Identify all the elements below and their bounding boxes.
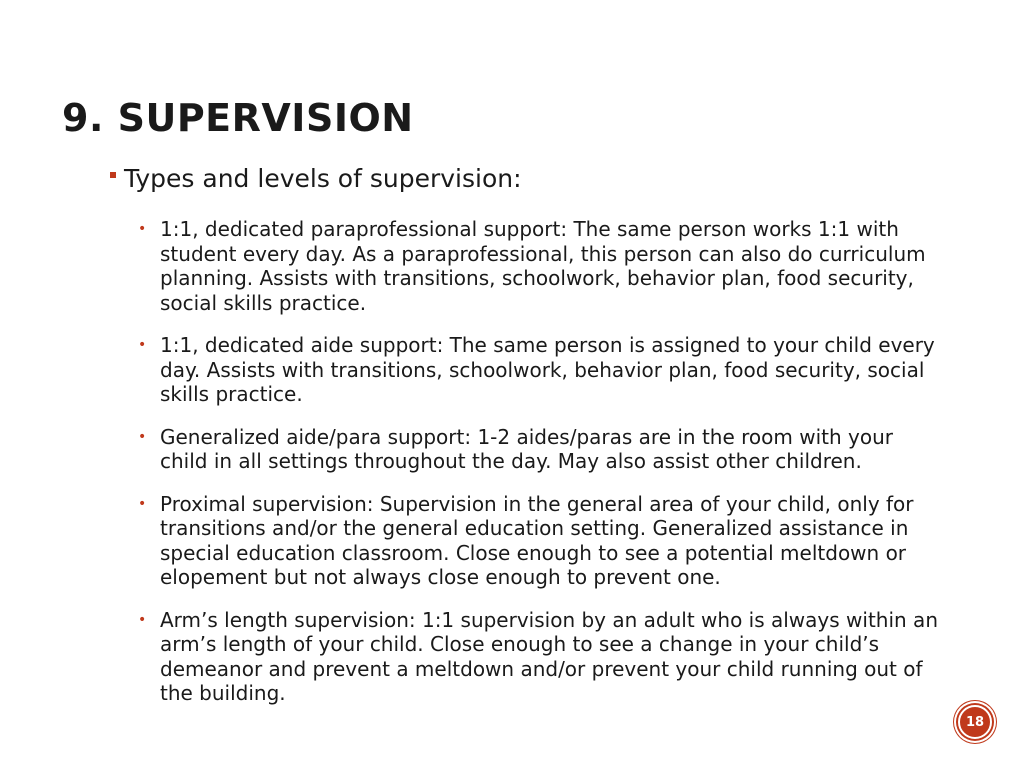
dot-bullet-icon: • (138, 611, 147, 628)
list-item (138, 608, 946, 706)
bullet-text: Generalized aide/para support: 1-2 aides/paras are in the room with your child in all settings throughout the day. May also assist other children. (160, 424, 893, 473)
list-item (138, 217, 946, 315)
bullet-text: 1:1, dedicated paraprofessional support: The same person works 1:1 with student every day. As a paraprofessional, this person can also do curriculum planning. Assists with transitions, schoolwork, behavior plan, food security, social skills practice. (160, 217, 926, 315)
list-item (138, 492, 946, 590)
bullet-list (138, 217, 946, 724)
dot-bullet-icon: • (138, 428, 147, 445)
slide-title: 9. SUPERVISION (62, 96, 414, 140)
bullet-text: 1:1, dedicated aide support: The same person is assigned to your child every day. Assists with transitions, schoolwork, behavior plan, food security, social skills practice. (160, 333, 935, 406)
bullet-text: Proximal supervision: Supervision in the general area of your child, only for transitions and/or the general education setting. Generalized assistance in special education classroom. Close enough to see a potential meltdown or elopement but not always close enough to prevent one. (160, 491, 914, 589)
bullet-text: Arm’s length supervision: 1:1 supervision by an adult who is always within an arm’s length of your child. Close enough to see a change in your child’s demeanor and prevent a meltdown and/or prevent your child running out of the building. (160, 607, 938, 705)
list-item (138, 425, 946, 474)
subheading-text: Types and levels of supervision: (124, 164, 522, 193)
list-item (138, 333, 946, 407)
dot-bullet-icon: • (138, 221, 147, 237)
subheading-item (110, 163, 522, 195)
dot-bullet-icon: • (138, 337, 147, 353)
page-number: 18 (958, 705, 992, 739)
page-number-badge (954, 701, 996, 743)
square-bullet-icon (110, 172, 116, 178)
dot-bullet-icon: • (138, 495, 147, 512)
